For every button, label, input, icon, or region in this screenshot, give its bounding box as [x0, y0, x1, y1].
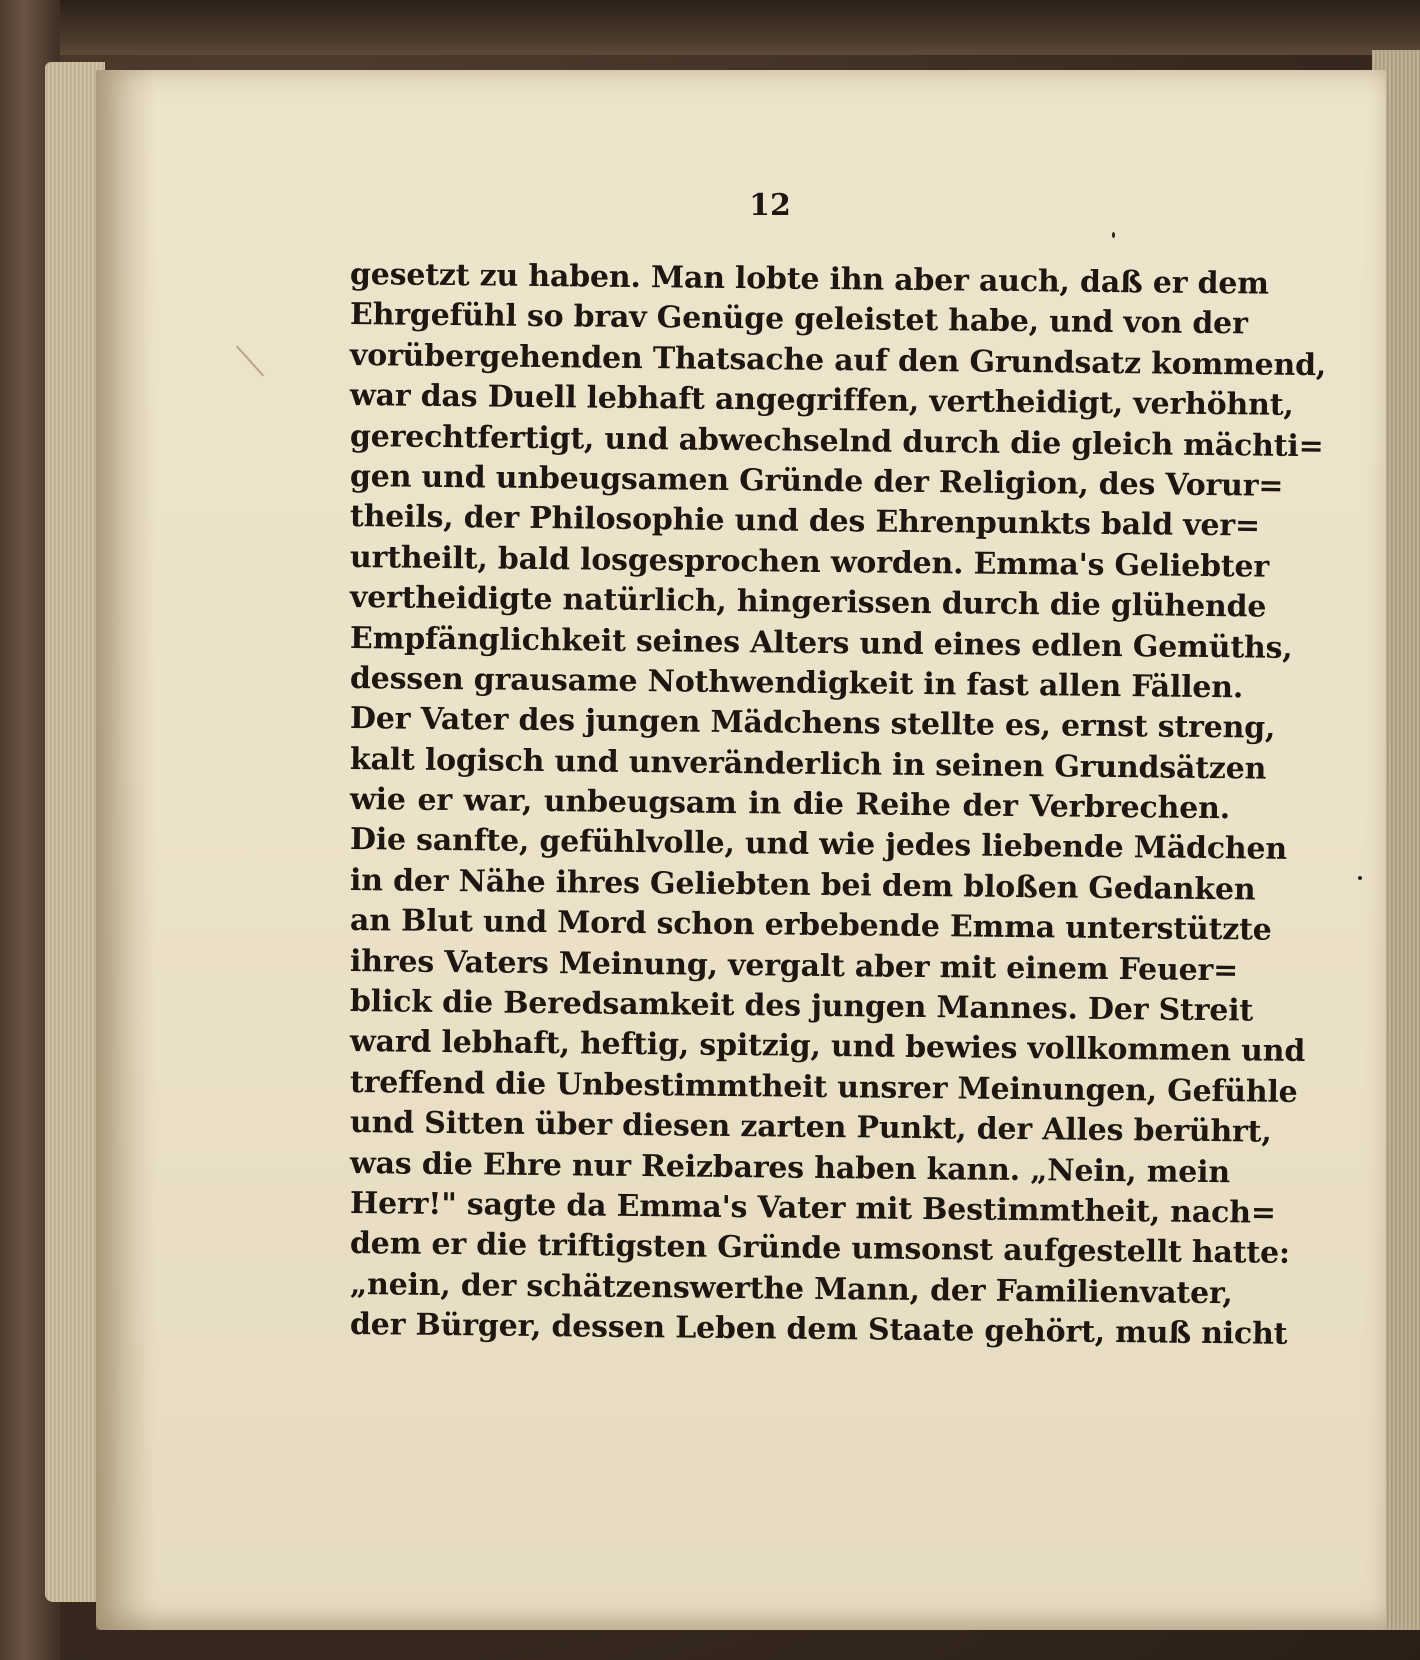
text-line: theils, der Philosophie und des Ehrenpunkts bald ver= [349, 499, 1261, 544]
text-line: in der Nähe ihres Geliebten bei dem bloßen Gedanken [349, 862, 1256, 908]
text-line: und Sitten über diesen zarten Punkt, der Alles berührt, [349, 1105, 1272, 1150]
text-line: vertheidigte natürlich, hingerissen durch die glühende [349, 580, 1267, 625]
text-line: Die sanfte, gefühlvolle, und wie jedes liebende Mädchen [349, 822, 1288, 868]
text-line: Empfänglichkeit seines Alters und eines edlen Gemüths, [349, 620, 1293, 666]
paper-speck [1358, 876, 1362, 880]
text-line: treffend die Unbestimmtheit unsrer Meinungen, Gefühle [349, 1064, 1298, 1110]
book-cover-top-edge [0, 0, 1420, 55]
text-line: ward lebhaft, heftig, spitzig, und bewies vollkommen und [349, 1024, 1306, 1070]
text-line: kalt logisch und unveränderlich in seinen Grundsätzen [349, 741, 1267, 787]
text-line: wie er war, unbeugsam in die Reihe der Verbrechen. [349, 782, 1231, 827]
text-line: gen und unbeugsamen Gründe der Religion, des Vorur= [349, 458, 1284, 504]
text-line: gerechtfertigt, und abwechselnd durch die gleich mächti= [349, 418, 1324, 464]
text-line: der Bürger, dessen Leben dem Staate gehört, muß nicht [349, 1307, 1288, 1352]
text-line: dessen grausame Nothwendigkeit in fast allen Fällen. [349, 660, 1244, 706]
text-line: Ehrgefühl so brav Genüge geleistet habe, und von der [349, 297, 1248, 342]
text-line: vorübergehenden Thatsache auf den Grundsatz kommend, [349, 337, 1327, 384]
text-line: urtheilt, bald losgesprochen worden. Emma's Geliebter [349, 539, 1270, 585]
text-line: gesetzt zu haben. Man lobte ihn aber auch, daß er dem [349, 257, 1269, 302]
text-line: dem er die triftigsten Gründe umsonst aufgestellt hatte: [349, 1226, 1291, 1272]
page-number: 12 [749, 188, 791, 223]
paper-speck [1112, 232, 1115, 238]
text-line: blick die Beredsamkeit des jungen Mannes. Der Streit [349, 984, 1254, 1029]
text-line: Der Vater des jungen Mädchens stellte es, ernst streng, [349, 701, 1276, 746]
text-line: Herr!" sagte da Emma's Vater mit Bestimmtheit, nach= [349, 1185, 1276, 1231]
text-line: ihres Vaters Meinung, vergalt aber mit einem Feuer= [349, 943, 1239, 988]
text-line: was die Ehre nur Reizbares haben kann. „Nein, mein [349, 1145, 1231, 1190]
text-line: „nein, der schätzenswerthe Mann, der Familienvater, [349, 1266, 1233, 1312]
text-line: an Blut und Mord schon erbebende Emma unterstützte [349, 903, 1272, 948]
body-text [349, 255, 1327, 1352]
text-line: war das Duell lebhaft angegriffen, vertheidigt, verhöhnt, [349, 378, 1294, 424]
gutter-shadow [96, 70, 156, 1630]
